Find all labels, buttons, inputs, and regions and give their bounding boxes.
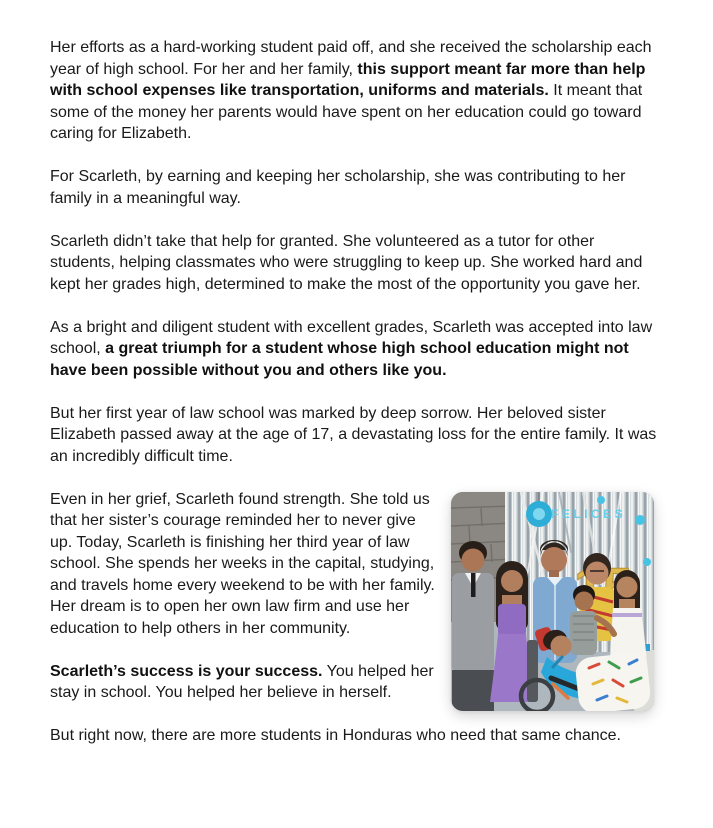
story-paragraph-5: But her first year of law school was marked by deep sorrow. Her beloved sister Elizabeth passed away at the age of 17, a devastating loss for the entire family. It was an incredibly difficult time. — [50, 404, 657, 465]
family-photo-illustration — [451, 492, 654, 711]
story-paragraph-7: Scarleth’s success is your success. You helped her stay in school. You helped her believe in herself. — [50, 662, 434, 701]
story-paragraph-4: As a bright and diligent student with excellent grades, Scarleth was accepted into law school, a great triumph for a student whose high school education might not have been possible without you and others like you. — [50, 318, 653, 379]
family-photo — [451, 492, 654, 711]
story-paragraph-1: Her efforts as a hard-working student paid off, and she received the scholarship each year of high school. For her and her family, this support meant far more than help with school expenses like transportation, uniforms and materials. It meant that some of the money her parents would have spent on her education could go toward caring for Elizabeth. — [50, 39, 652, 142]
story-paragraph-2: For Scarleth, by earning and keeping her scholarship, she was contributing to her family in a meaningful way. — [50, 168, 626, 207]
colorful-blanket — [574, 651, 651, 711]
story-paragraph-3: Scarleth didn’t take that help for granted. She volunteered as a tutor for other students, helping classmates who were struggling to keep up. She worked hard and kept her grades high, determined to make the most of the opportunity you gave her. — [50, 232, 643, 293]
story-paragraph-8: But right now, there are more students in Honduras who need that same chance. — [50, 727, 621, 744]
felices-banner: FELICES — [551, 506, 627, 521]
story-paragraph-6: Even in her grief, Scarleth found strength. She told us that her sister’s courage reminded her to never give up. Today, Scarleth is finishing her third year of law school. She spends her weeks in the capital, studying, and travels home every weekend to be with her family. Her dream is to open her own law firm and use her education to help others in her community. — [50, 490, 435, 637]
